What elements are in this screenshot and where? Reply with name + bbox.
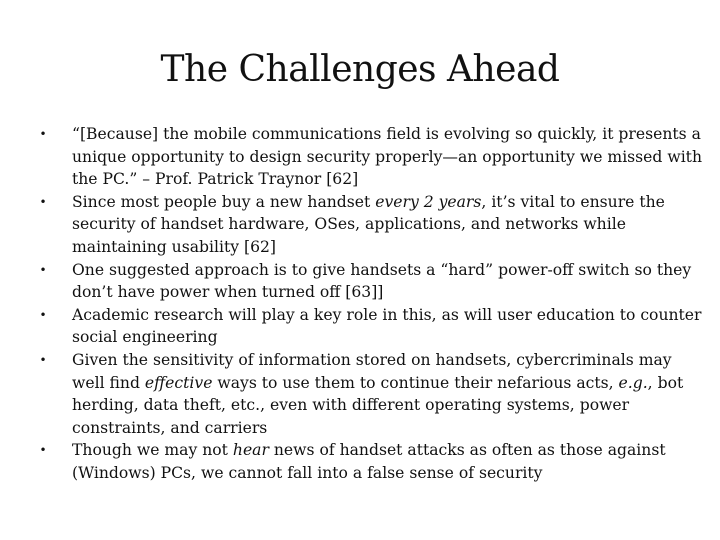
bullet-list — [36, 123, 706, 485]
text-run: news of handset attacks as often as those against (Windows) PCs, we cannot fall into a false sense of security — [72, 441, 666, 482]
text-run: , bot herding, data theft, etc., even with different operating systems, power constraints, and carriers — [72, 373, 684, 437]
bullet-text — [72, 306, 701, 347]
emphasis-text: every 2 years — [375, 192, 482, 211]
slide-title: The Challenges Ahead — [160, 49, 560, 90]
bullet-item — [36, 439, 706, 484]
text-run: , it’s vital to ensure the security of handset hardware, OSes, applications, and networks while maintaining usability [62] — [72, 192, 665, 256]
bullet-item — [36, 304, 706, 349]
bullet-item — [36, 349, 706, 439]
text-run: ways to use them to continue their nefarious acts, — [212, 373, 619, 392]
text-run: Academic research will play a key role in this, as will user education to counter social engineering — [72, 305, 702, 347]
bullet-item — [36, 191, 706, 259]
bullet-text — [72, 125, 702, 188]
bullet-text — [72, 193, 665, 256]
text-run: Since most people buy a new handset — [72, 192, 376, 211]
emphasis-text: e.g. — [618, 373, 648, 392]
text-run: “[Because] the mobile communications field is evolving so quickly, it presents a unique opportunity to design security properly—an opportunity we missed with the PC.” – Prof. Patrick Traynor [62] — [72, 125, 702, 189]
bullet-marker: • — [39, 352, 47, 367]
text-run: Though we may not — [72, 441, 233, 460]
bullet-text — [72, 261, 691, 302]
bullet-marker: • — [39, 443, 47, 458]
bullet-marker: • — [39, 307, 47, 322]
emphasis-text: effective — [144, 373, 213, 392]
bullet-item — [36, 123, 706, 191]
bullet-marker: • — [39, 262, 47, 277]
bullet-marker: • — [39, 127, 47, 141]
text-run: One suggested approach is to give handsets a “hard” power-off switch so they don’t have power when turned off [63]] — [72, 260, 692, 302]
bullet-marker: • — [39, 194, 47, 209]
bullet-item — [36, 259, 706, 304]
bullet-text — [72, 351, 683, 437]
emphasis-text: hear — [232, 441, 269, 460]
text-run: Given the sensitivity of information stored on handsets, cybercriminals may well find — [72, 350, 672, 392]
bullet-text — [72, 441, 666, 482]
